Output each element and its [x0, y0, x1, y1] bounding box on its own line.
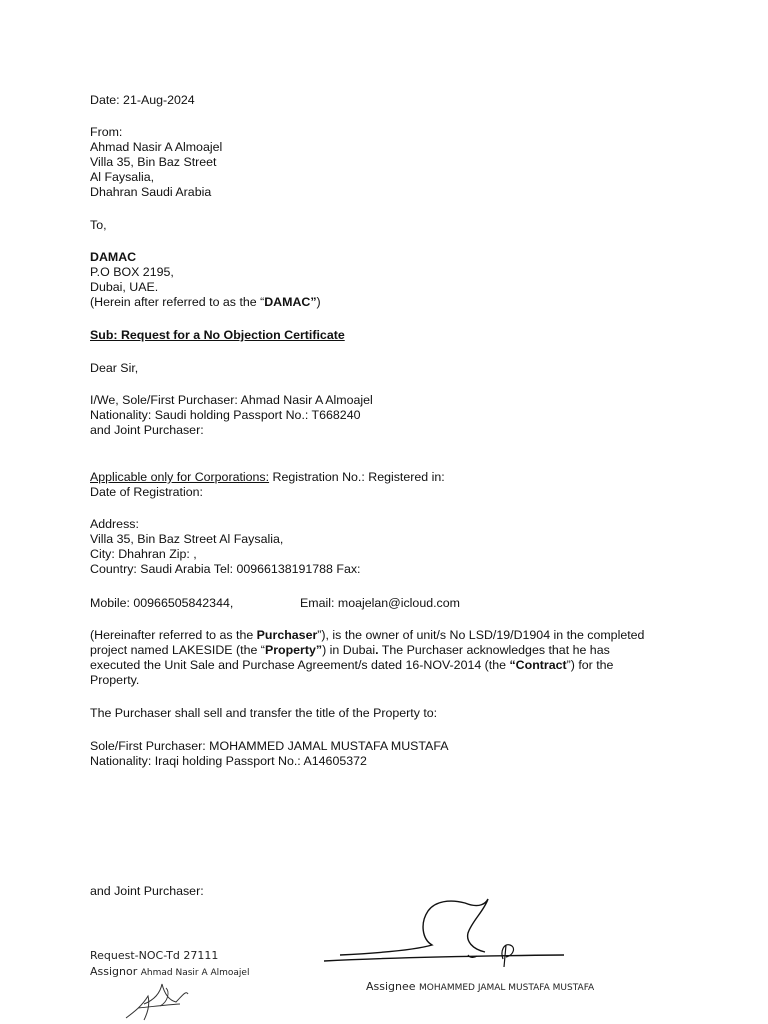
herein-suffix: ) [316, 295, 321, 309]
assignor-name: Ahmad Nasir A Almoajel [140, 968, 250, 978]
property-term: Property” [264, 643, 323, 657]
contract-term: “Contract [509, 658, 567, 672]
salutation: Dear Sir, [90, 361, 139, 375]
request-id: Request-NOC-Td 27111 [90, 949, 219, 962]
buyer-line: Sole/First Purchaser: MOHAMMED JAMAL MUSTAFA MUSTAFA [90, 739, 449, 753]
paragraph-line [90, 658, 613, 673]
address-line: Country: Saudi Arabia Tel: 00966138191788 Fax: [90, 562, 361, 576]
address-label: Address: [90, 517, 139, 531]
email-line: Email: moajelan@icloud.com [300, 596, 460, 610]
sender-address-line: Villa 35, Bin Baz Street [90, 155, 217, 169]
paragraph-line [90, 643, 610, 658]
paragraph-text: ”), is the owner of unit/s No LSD/19/D1904 in the completed [317, 628, 645, 642]
assignor-signature [120, 974, 200, 1024]
recipient-box: P.O BOX 2195, [90, 265, 174, 279]
paragraph-text: (Hereinafter referred to as the [90, 628, 257, 642]
purchaser-line: I/We, Sole/First Purchaser: Ahmad Nasir A Almoajel [90, 393, 373, 407]
letter-date: Date: 21-Aug-2024 [90, 93, 195, 107]
recipient-company: DAMAC [90, 250, 137, 264]
paragraph-line [90, 628, 644, 643]
sender-address-line: Al Faysalia, [90, 170, 155, 184]
transfer-line: The Purchaser shall sell and transfer the title of the Property to: [90, 706, 438, 720]
joint-purchaser-line: and Joint Purchaser: [90, 423, 204, 437]
registration-date-line: Date of Registration: [90, 485, 203, 499]
paragraph-text: project named LAKESIDE (the “ [90, 643, 265, 657]
assignor-label: Assignor [90, 965, 138, 978]
purchaser-nationality: Nationality: Saudi holding Passport No.: T668240 [90, 408, 361, 422]
assignee-signature [320, 895, 570, 970]
buyer-nationality: Nationality: Iraqi holding Passport No.: A14605372 [90, 754, 367, 768]
corporation-label: Applicable only for Corporations: [90, 470, 270, 484]
paragraph-text: ) in Dubai [322, 643, 376, 657]
sender-address-line: Dhahran Saudi Arabia [90, 185, 212, 199]
corporation-line [90, 470, 445, 485]
paragraph-line: Property. [90, 673, 140, 687]
assignee-line [366, 980, 594, 993]
paragraph-text: . [375, 643, 379, 657]
sender-name: Ahmad Nasir A Almoajel [90, 140, 223, 154]
assignee-name: MOHAMMED JAMAL MUSTAFA MUSTAFA [419, 983, 595, 993]
subject-line: Sub: Request for a No Objection Certificate [90, 328, 345, 342]
herein-bold: DAMAC” [264, 295, 317, 309]
herein-line [90, 295, 321, 310]
recipient-city: Dubai, UAE. [90, 280, 159, 294]
paragraph-text: executed the Unit Sale and Purchase Agreement/s dated 16-NOV-2014 (the [90, 658, 510, 672]
assignee-label: Assignee [366, 980, 416, 993]
purchaser-term: Purchaser [256, 628, 318, 642]
joint-purchaser-line: and Joint Purchaser: [90, 884, 204, 898]
corporation-fields: Registration No.: Registered in: [269, 470, 445, 484]
address-line: Villa 35, Bin Baz Street Al Faysalia, [90, 532, 284, 546]
paragraph-text: ”) for the [566, 658, 614, 672]
from-label: From: [90, 125, 123, 139]
mobile-line: Mobile: 00966505842344, [90, 596, 234, 610]
to-label: To, [90, 218, 107, 232]
herein-prefix: (Herein after referred to as the “ [90, 295, 265, 309]
address-line: City: Dhahran Zip: , [90, 547, 197, 561]
paragraph-text: The Purchaser acknowledges that he has [378, 643, 610, 657]
